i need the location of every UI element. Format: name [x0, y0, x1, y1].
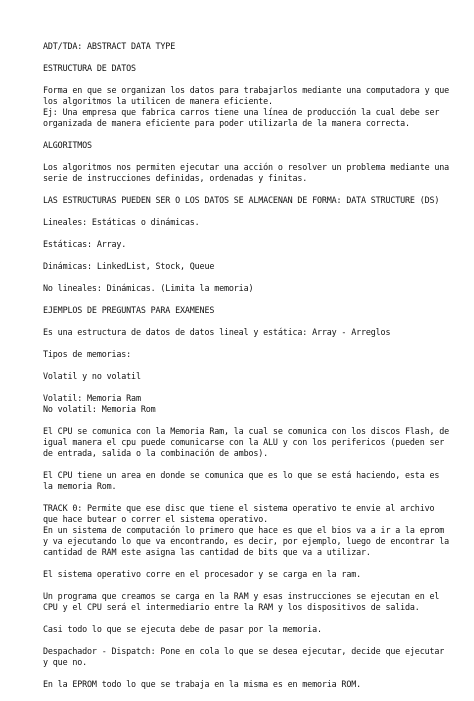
text-line: y va ejecutando lo que va encontrando, es decir, por ejemplo, luego de encontrar la: [43, 536, 450, 546]
text-line: No volatil: Memoria Rom: [43, 404, 156, 414]
text-line: que hace butear o correr el sistema operativo.: [43, 514, 269, 524]
text-line: ALGORITMOS: [43, 140, 92, 150]
text-line: LAS ESTRUCTURAS PUEDEN SER O LOS DATOS SE ALMACENAN DE FORMA: DATA STRUCTURE (DS): [43, 195, 440, 205]
paragraph: [43, 217, 463, 228]
text-line: Volatil y no volatil: [43, 371, 141, 381]
paragraph: [43, 624, 463, 635]
text-line: los algoritmos la utilicen de manera eficiente.: [43, 96, 273, 106]
text-line: ESTRUCTURA DE DATOS: [43, 63, 136, 73]
text-line: Despachador - Dispatch: Pone en cola lo que se desea ejecutar, decide que ejecutar: [43, 646, 445, 656]
paragraph: [43, 503, 463, 558]
text-line: CPU y el CPU será el intermediario entre la RAM y los dispositivos de salida.: [43, 602, 420, 612]
text-line: TRACK 0: Permite que ese disc que tiene el sistema operativo te envie al archivo: [43, 503, 435, 513]
text-line: Los algoritmos nos permiten ejecutar una acción o resolver un problema mediante una: [43, 162, 450, 172]
text-line: Es una estructura de datos de datos lineal y estática: Array - Arreglos: [43, 327, 391, 337]
text-line: En un sistema de computación lo primero que hace es que el bios va a ir a la eprom: [43, 525, 445, 535]
paragraph: [43, 371, 463, 382]
text-line: Lineales: Estáticas o dinámicas.: [43, 217, 200, 227]
paragraph: [43, 195, 463, 206]
paragraph: [43, 327, 463, 338]
text-line: Estáticas: Array.: [43, 239, 127, 249]
text-line: la memoria Rom.: [43, 481, 117, 491]
text-line: El sistema operativo corre en el procesador y se carga en la ram.: [43, 569, 361, 579]
paragraph: [43, 239, 463, 250]
text-line: de entrada, salida o la combinación de ambos).: [43, 448, 269, 458]
text-line: Casi todo lo que se ejecuta debe de pasar por la memoria.: [43, 624, 322, 634]
text-line: cantidad de RAM este asigna las cantidad de bits que va a utilizar.: [43, 547, 371, 557]
text-line: Dinámicas: LinkedList, Stock, Queue: [43, 261, 215, 271]
text-line: El CPU tiene un area en donde se comunica que es lo que se está haciendo, esta es: [43, 470, 440, 480]
paragraph: [43, 426, 463, 459]
text-line: Tipos de memorias:: [43, 349, 132, 359]
text-line: igual manera el cpu puede comunicarse con la ALU y con los perifericos (pueden ser: [43, 437, 445, 447]
text-line: Un programa que creamos se carga en la RAM y esas instrucciones se ejecutan en el: [43, 591, 440, 601]
paragraph: [43, 569, 463, 580]
paragraph: [43, 85, 463, 129]
paragraph: [43, 261, 463, 272]
text-line: y que no.: [43, 657, 88, 667]
text-line: Ej: Una empresa que fabrica carros tiene una línea de producción la cual debe ser: [43, 107, 440, 117]
paragraph: [43, 63, 463, 74]
paragraph: [43, 349, 463, 360]
paragraph: [43, 140, 463, 151]
text-line: En la EPROM todo lo que se trabaja en la misma es en memoria ROM.: [43, 679, 361, 689]
paragraph: [43, 470, 463, 492]
paragraph: [43, 41, 463, 52]
text-line: Volatil: Memoria Ram: [43, 393, 141, 403]
paragraph: [43, 283, 463, 294]
text-line: organizada de manera eficiente para poder utilizarla de la manera correcta.: [43, 118, 410, 128]
document-page: [43, 41, 463, 701]
paragraph: [43, 646, 463, 668]
paragraph: [43, 305, 463, 316]
paragraph: [43, 393, 463, 415]
text-line: Forma en que se organizan los datos para trabajarlos mediante una computadora y que: [43, 85, 450, 95]
text-line: ADT/TDA: ABSTRACT DATA TYPE: [43, 41, 176, 51]
paragraph: [43, 591, 463, 613]
paragraph: [43, 679, 463, 690]
text-line: No lineales: Dinámicas. (Limita la memoria): [43, 283, 254, 293]
text-line: serie de instrucciones definidas, ordenadas y finitas.: [43, 173, 308, 183]
text-line: El CPU se comunica con la Memoria Ram, la cual se comunica con los discos Flash, de: [43, 426, 450, 436]
text-line: EJEMPLOS DE PREGUNTAS PARA EXAMENES: [43, 305, 215, 315]
paragraph: [43, 162, 463, 184]
